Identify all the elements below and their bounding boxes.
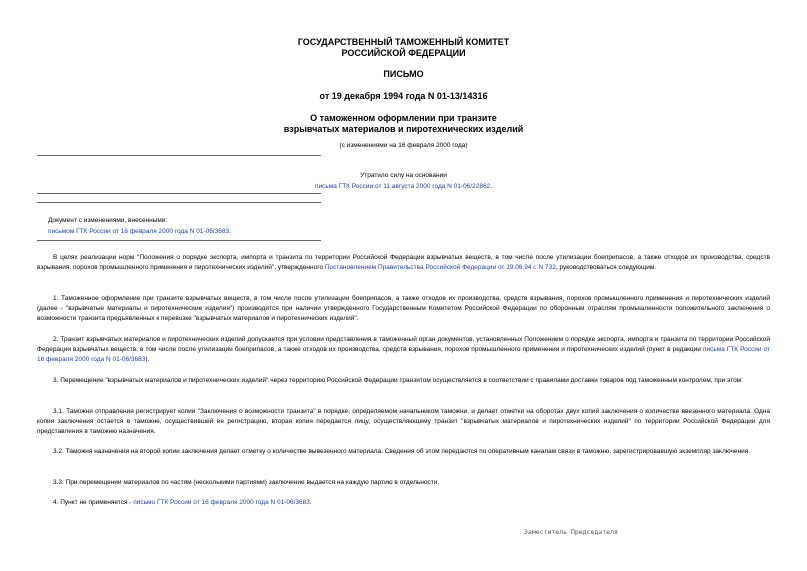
p4-text-b: . bbox=[309, 499, 312, 506]
invalidated-link[interactable]: письма ГТК России от 11 августа 2000 года N 01-06/22862 bbox=[315, 183, 491, 190]
doc-changes-end: . bbox=[229, 228, 231, 235]
document-subject bbox=[0, 113, 807, 135]
doc-changes-link[interactable]: письмом ГТК России от 16 февраля 2000 года N 01-06/3683 bbox=[48, 228, 230, 235]
document-type: ПИСЬМО bbox=[383, 69, 424, 79]
divider bbox=[37, 155, 321, 156]
paragraph-1: 1. Таможенное оформление при транзите взрывчатых веществ, в том числе после утилизации боеприпасов, а также отходов их производства, средств взрывания, порохов промышленного применения и пиротехнических изделий (далее - "взрывчатые материалы и пиротехнические изделия") производится при наличии утвержденного Государственным Комитетом Российской Федерации по оборонным отраслям промышленности положительного заключения о возможности транзита предъявленных к перевозке "взрывчатых материалов и пиротехнических изделий". bbox=[37, 295, 770, 322]
intro-paragraph bbox=[37, 253, 770, 273]
intro-decree-link[interactable]: Постановлением Правительства Российской Федерации от 19.06.94 г. N 732 bbox=[324, 264, 556, 271]
intro-text-a: В целях реализации норм "Положения о порядке экспорта, импорта и транзита по территории Российской Федерации взрывчатых веществ, в том числе после утилизации боеприпасов, а также отходов их производства, средств взрывания, порохов промышленного применения и пиротехнических изделий", утвержденного bbox=[37, 254, 770, 271]
divider bbox=[37, 240, 321, 241]
signature-title: Заместитель Председателя bbox=[524, 528, 618, 536]
divider bbox=[37, 202, 321, 203]
invalidated-text: Утратило силу на основании bbox=[360, 172, 447, 179]
intro-text-b: , руководствоваться следующим. bbox=[555, 264, 657, 271]
invalidated-notice bbox=[0, 170, 807, 192]
divider bbox=[37, 193, 321, 194]
doc-changes-link-line bbox=[48, 226, 348, 237]
invalidated-link-line bbox=[0, 181, 807, 192]
paragraph-3-1: 3.1. Таможня отправления регистрирует копии "Заключения о возможности транзита" в порядке, определяемом начальником таможни, и делает отметки на оборотах двух копий заключения о количестве ввезенного материала. Одна копия заключения остается в таможне, осуществившей ее регистрацию, вторая копия передается лицу, осуществляющему транзит "взрывчатых материалов и пиротехнических изделий" по территории Российской Федерации для представления в таможню назначения. bbox=[37, 408, 770, 435]
paragraph-3: 3. Перемещение "взрывчатых материалов и пиротехнических изделий" через территорию Российской Федерации транзитом осуществляется в соответствии с правилами доставки товаров под таможенным контролем, при этом: bbox=[53, 377, 743, 384]
subject-line1: О таможенном оформлении при транзите bbox=[310, 113, 497, 123]
org-name-line1: ГОСУДАРСТВЕННЫЙ ТАМОЖЕННЫЙ КОМИТЕТ bbox=[297, 37, 510, 47]
amendment-note: (с изменениями на 16 февраля 2000 года) bbox=[339, 142, 468, 149]
p2-text-a: 2. Транзит взрывчатых материалов и пиротехнических изделий допускается при условии представления в таможенный орган документов, установленных Положением о порядке экспорта, импорта и транзита по территории Российской Федерации взрывчатых веществ, в том числе после утилизации боеприпасов, а также отходов их производства, средств взрывания, порохов промышленного применения и пиротехнических изделий (пункт в редакции bbox=[37, 336, 770, 353]
p4-link[interactable]: письмо ГТК России от 16 февраля 2000 года N 01-06/3683 bbox=[133, 499, 310, 506]
p2-link[interactable]: письма ГТК России от 16 февраля 2000 года N 01-06/3683 bbox=[37, 346, 770, 363]
p2-text-b: ). bbox=[145, 356, 150, 363]
paragraph-2 bbox=[37, 335, 770, 365]
document-header-org bbox=[0, 37, 807, 59]
paragraph-3-2: 3.2. Таможня назначения на второй копии заключения делает отметку о количестве вывезенного материала. Сведения об этом передаются по оперативным каналам связи в таможню, зарегистрировавшую экземпляр заключения. bbox=[53, 448, 751, 455]
org-name-line2: РОССИЙСКОЙ ФЕДЕРАЦИИ bbox=[341, 48, 466, 58]
subject-line2: взрывчатых материалов и пиротехнических изделий bbox=[283, 124, 524, 134]
doc-changes-text: Документ с изменениями, внесенными: bbox=[48, 217, 168, 224]
paragraph-3-3: 3.3. При перемещении материалов по частям (несколькими партиями) заключение выдается на каждую партию в отдельности. bbox=[53, 479, 440, 486]
p4-text-a: 4. Пункт не применяется - bbox=[53, 499, 134, 506]
document-date-number: от 19 декабря 1994 года N 01-13/14316 bbox=[319, 91, 488, 101]
invalidated-end: . bbox=[490, 183, 492, 190]
paragraph-4 bbox=[37, 498, 770, 508]
doc-changes-note bbox=[48, 215, 348, 237]
